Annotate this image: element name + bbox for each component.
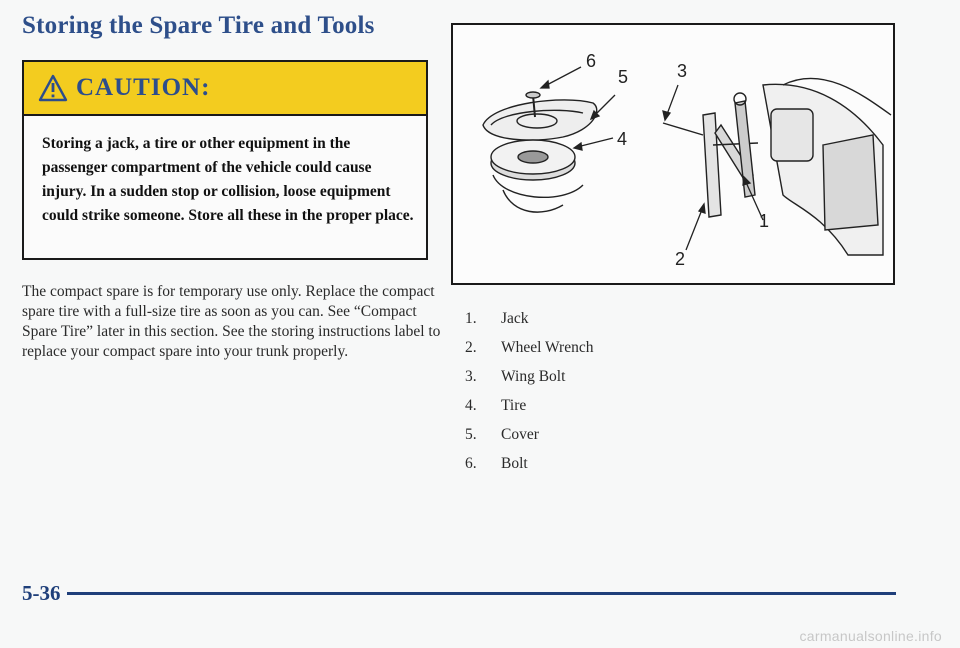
- item-label: Jack: [501, 310, 529, 327]
- item-number: 3.: [465, 368, 477, 385]
- item-number: 2.: [465, 339, 477, 356]
- caution-header: [24, 62, 426, 116]
- parts-list: [465, 310, 593, 484]
- page-footer: [22, 578, 896, 608]
- caution-label: CAUTION:: [76, 74, 211, 101]
- warning-triangle-icon: [38, 74, 68, 102]
- item-label: Wheel Wrench: [501, 339, 594, 356]
- item-number: 1.: [465, 310, 477, 327]
- list-item: [465, 397, 593, 426]
- diagram-illustration: [453, 25, 893, 283]
- item-label: Wing Bolt: [501, 368, 566, 385]
- trunk-panel-drawing: [763, 78, 891, 255]
- callout-1: 1: [759, 211, 770, 231]
- list-item: [465, 310, 593, 339]
- watermark: carmanualsonline.info: [799, 628, 942, 644]
- callout-4: 4: [617, 129, 628, 149]
- list-item: [465, 339, 593, 368]
- item-label: Bolt: [501, 455, 528, 472]
- spare-tire-diagram: [451, 23, 895, 285]
- list-item: [465, 426, 593, 455]
- item-number: 4.: [465, 397, 477, 414]
- page-title: Storing the Spare Tire and Tools: [22, 12, 375, 39]
- item-label: Cover: [501, 426, 539, 443]
- list-item: [465, 368, 593, 397]
- caution-text: Storing a jack, a tire or other equipment in the passenger compartment of the vehicle could cause injury. In a sudden stop or collision, loose equipment could strike someone. Store all these in the proper place.: [42, 135, 414, 224]
- caution-box: [22, 60, 428, 260]
- callout-3: 3: [677, 61, 688, 81]
- cover-drawing: [483, 100, 597, 140]
- tire-drawing: [491, 140, 583, 212]
- callout-6: 6: [586, 51, 597, 71]
- item-label: Tire: [501, 397, 527, 414]
- callout-2: 2: [675, 249, 686, 269]
- page-number: 5-36: [22, 580, 61, 605]
- item-number: 5.: [465, 426, 477, 443]
- callout-5: 5: [618, 67, 629, 87]
- list-item: [465, 455, 593, 484]
- footer-rule: [67, 592, 897, 595]
- body-paragraph: The compact spare is for temporary use only. Replace the compact spare tire with a full-size tire as soon as you can. See “Compact Spare Tire” later in this section. See the storing instructions label to replace your compact spare into your trunk properly.: [22, 283, 441, 360]
- item-number: 6.: [465, 455, 477, 472]
